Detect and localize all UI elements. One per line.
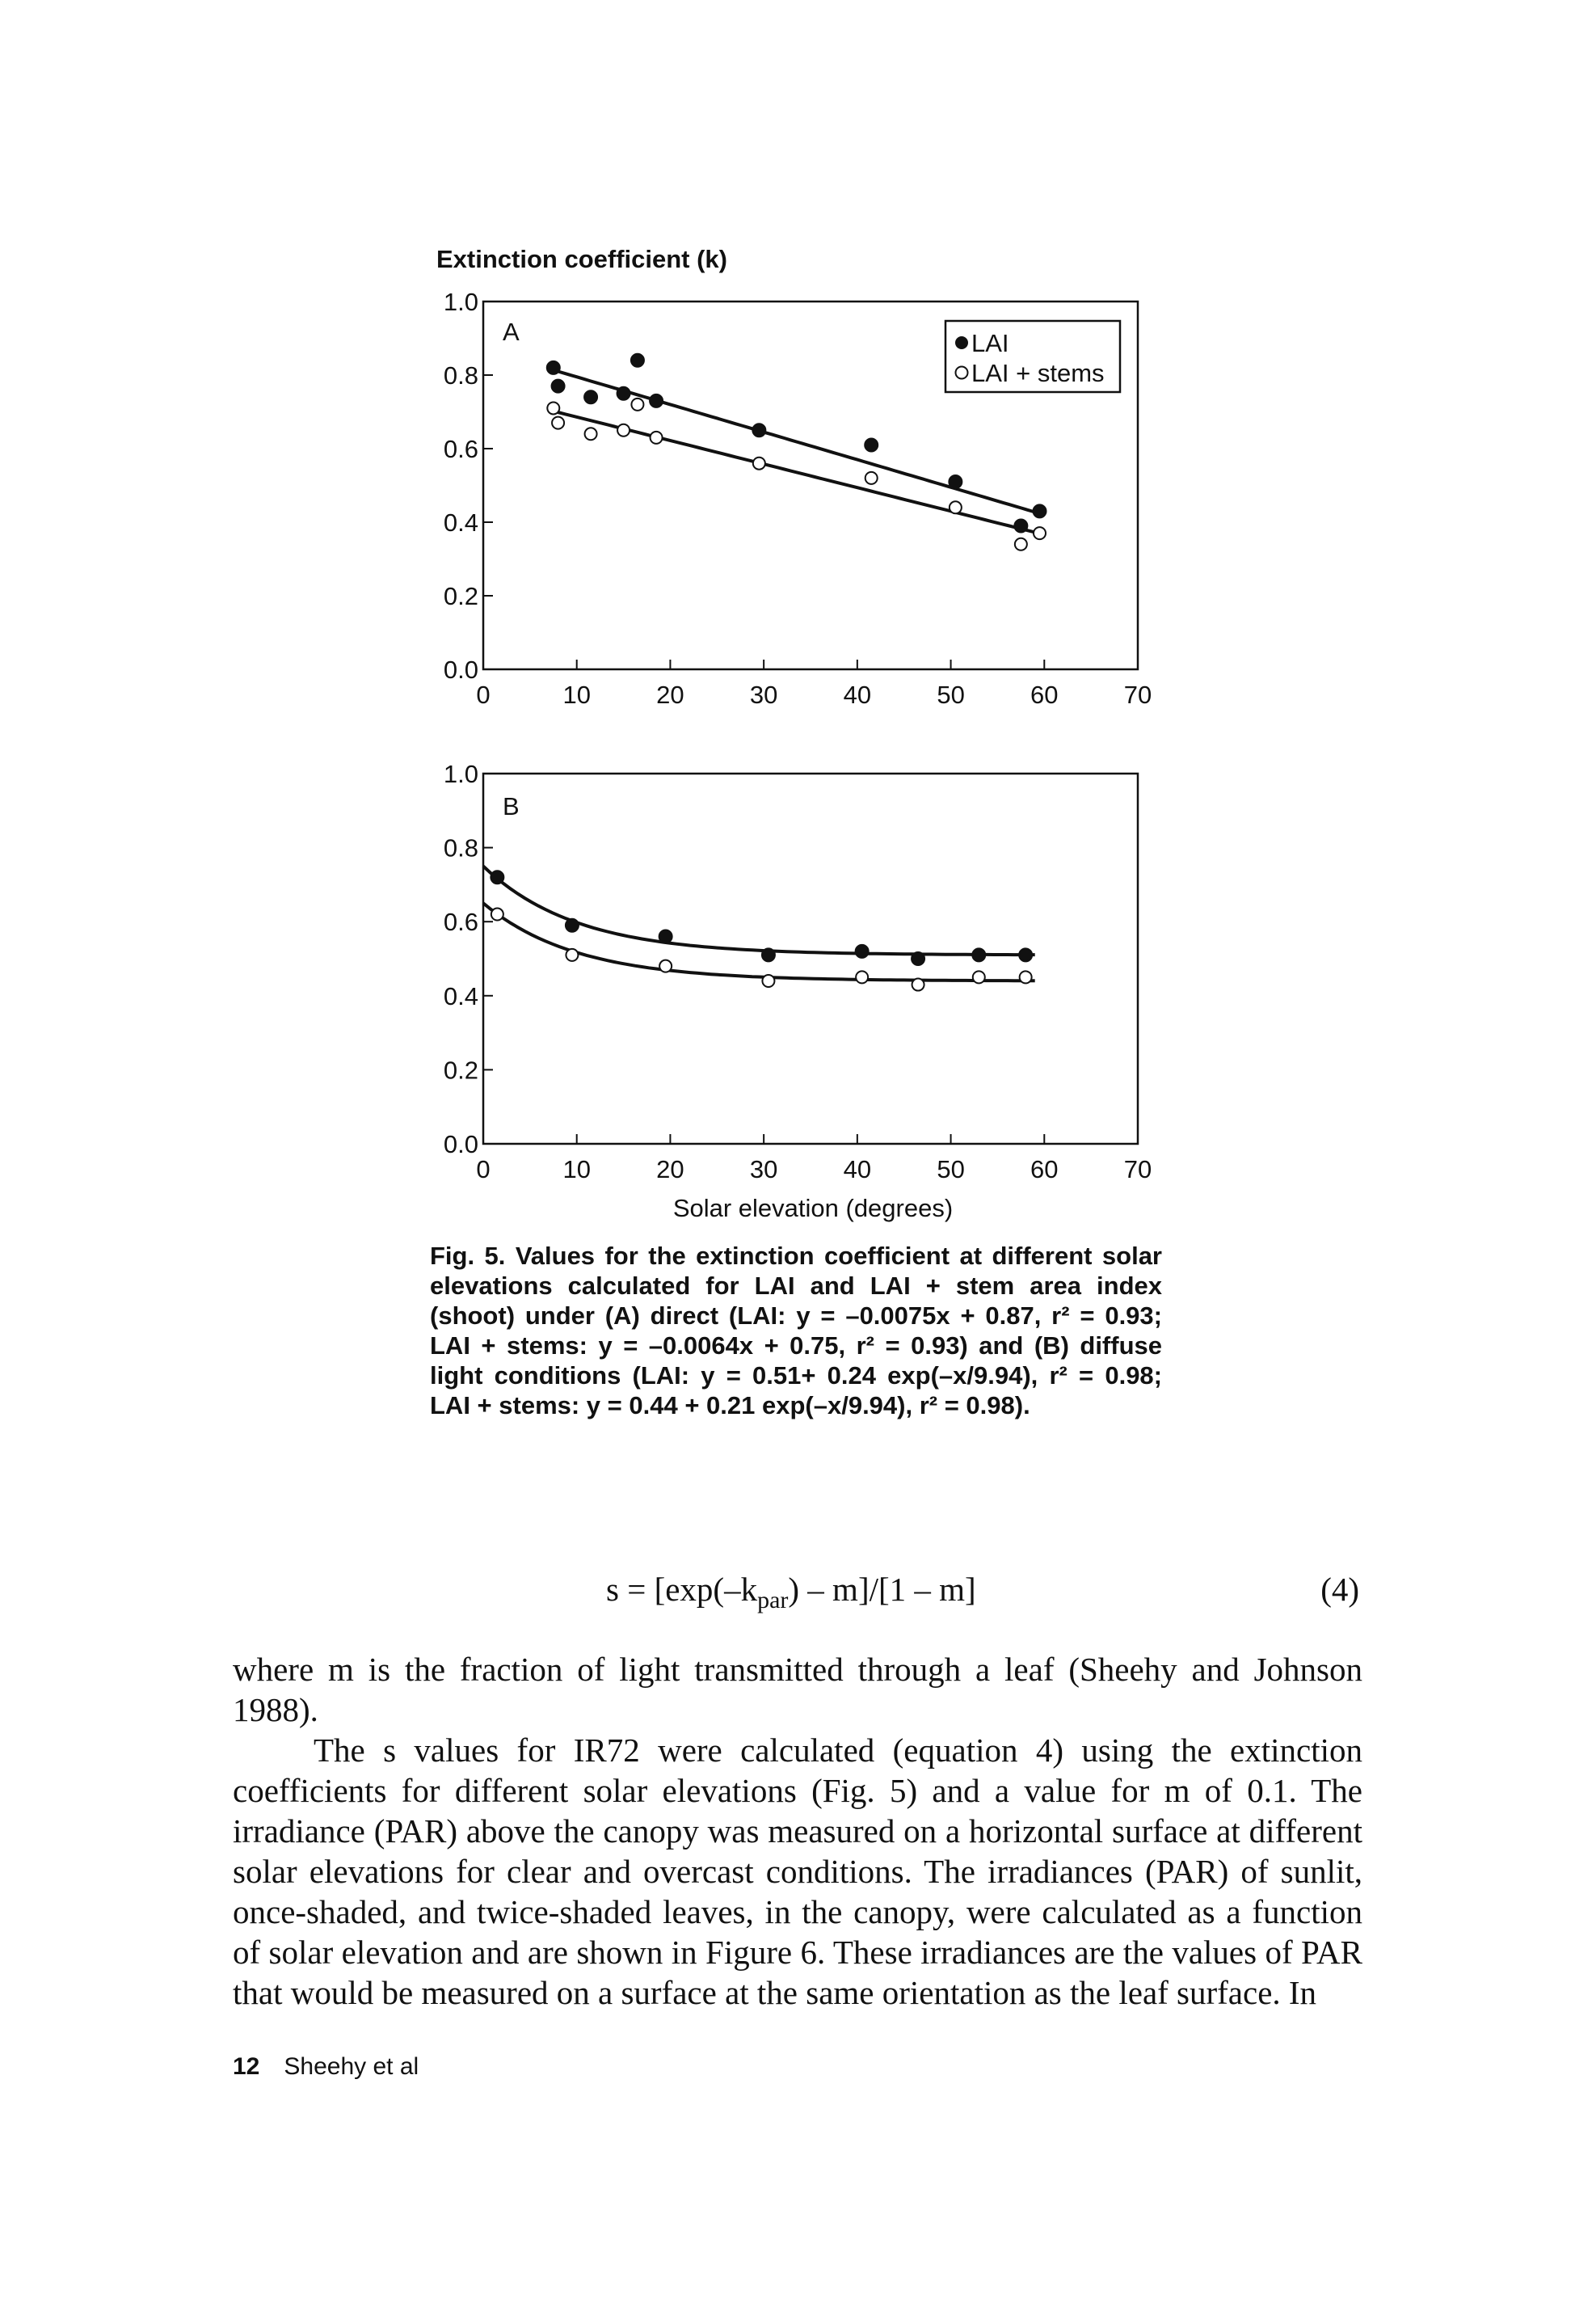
panel-b-x-tick-label: 60: [1030, 1155, 1059, 1183]
legend-lai-label: LAI: [971, 329, 1009, 357]
panel-b-x-tick-label: 20: [656, 1155, 684, 1183]
panel-b-lai-stems-point: [762, 975, 774, 987]
panel-a-x-tick-label: 30: [749, 681, 778, 709]
panel-a-lai-stems-point: [552, 417, 564, 429]
panel-b-lai-stems-point: [856, 971, 868, 983]
panel-b-lai-stems-point: [659, 960, 672, 972]
panel-a-lai-point: [584, 390, 597, 403]
panel-a-lai-point: [552, 380, 565, 393]
panel-b-fit-line: [483, 867, 1035, 955]
panel-a-y-tick-label: 0.8: [443, 361, 478, 390]
panel-b-lai-point: [491, 871, 503, 884]
panel-a-chart: [444, 288, 1152, 709]
panel-b-y-tick-label: 0.8: [443, 833, 478, 863]
page-footer: [233, 2053, 419, 2081]
panel-b-label: B: [503, 792, 520, 820]
panel-b-y-tick-label: 0.6: [443, 908, 478, 937]
panel-b-lai-point: [856, 945, 869, 958]
panel-b-x-tick-label: 70: [1123, 1155, 1152, 1183]
panel-a-lai-stems-point: [865, 472, 878, 484]
panel-a-x-tick-label: 50: [937, 681, 965, 709]
paragraph: The s values for IR72 were calculated (equation 4) using the extinction coefficients for different solar elevations (Fig. 5) and a value for m of 0.1. The irradiance (PAR) above the canopy was measured on a horizontal surface at different solar elevations for clear and overcast conditions. The irradiances (PAR) of sunlit, once-shaded, and twice-shaded leaves, in the canopy, were calculated as a function of solar elevation and are shown in Figure 6. These irradiances are the values of PAR that would be measured on a surface at the same orientation as the leaf surface. In: [233, 1731, 1362, 2011]
panel-b-x-tick-label: 30: [749, 1155, 778, 1183]
panel-a-lai-stems-point: [585, 428, 597, 440]
panel-a-y-tick-label: 0.2: [443, 582, 478, 610]
panel-a-y-tick-label: 0.4: [443, 508, 478, 537]
paragraph: where m is the fraction of light transmitted through a leaf (Sheehy and Johnson 1988).: [233, 1651, 1362, 1728]
panel-b-lai-point: [659, 930, 672, 943]
panel-b-x-tick-label: 0: [476, 1155, 491, 1183]
panel-a-x-tick-label: 70: [1123, 681, 1152, 709]
panel-a-lai-stems-point: [753, 458, 765, 470]
panel-b-y-tick-label: 0.0: [443, 1130, 478, 1158]
x-axis-title: Solar elevation (degrees): [672, 1194, 954, 1222]
legend-lai-stems-marker: [956, 367, 968, 379]
panel-a-lai-point: [547, 361, 560, 374]
panel-a-lai-stems-point: [651, 432, 663, 444]
panel-a-lai-point: [865, 438, 878, 451]
panel-a-x-tick-label: 10: [562, 681, 591, 709]
panel-b-y-tick-label: 0.2: [443, 1056, 478, 1085]
panel-a-lai-stems-point: [1015, 538, 1027, 550]
panel-a-y-tick-label: 1.0: [443, 288, 478, 316]
panel-a-lai-stems-point: [547, 402, 559, 414]
panel-a-lai-stems-point: [631, 399, 643, 411]
panel-b-lai-point: [566, 919, 579, 932]
panel-a-y-tick-label: 0.0: [443, 656, 478, 684]
panel-b-lai-point: [972, 948, 985, 961]
panel-a-lai-stems-point: [1034, 527, 1046, 539]
panel-a-label: A: [503, 318, 520, 346]
panel-b-x-tick-label: 40: [843, 1155, 872, 1183]
equation-rhs: ) – m]/[1 – m]: [788, 1571, 976, 1608]
panel-a-x-tick-label: 20: [656, 681, 684, 709]
panel-b-frame: [483, 774, 1138, 1144]
panel-b-lai-point: [912, 952, 924, 965]
panel-a-lai-stems-point: [617, 424, 630, 437]
panel-a-lai-point: [949, 475, 962, 488]
page-number: 12: [233, 2053, 260, 2080]
equation-number: (4): [1320, 1571, 1359, 1608]
running-head: Sheehy et al: [284, 2053, 419, 2080]
panel-a-lai-point: [1034, 504, 1046, 517]
panel-a-lai-point: [1014, 520, 1027, 533]
panel-a-x-tick-label: 0: [476, 681, 491, 709]
body-text: [233, 1649, 1362, 2013]
panel-b-y-tick-label: 0.4: [443, 981, 478, 1010]
panel-b-x-tick-label: 10: [562, 1155, 591, 1183]
legend-lai-marker: [955, 336, 968, 349]
panel-b-lai-point: [1019, 948, 1032, 961]
panel-b-lai-point: [762, 948, 775, 961]
panel-a-lai-point: [650, 394, 663, 407]
panel-a-lai-point: [631, 354, 644, 367]
panel-b-x-tick-label: 50: [937, 1155, 965, 1183]
panel-a-lai-stems-point: [950, 501, 962, 513]
panel-b-chart: [444, 760, 1152, 1183]
panel-a-lai-point: [752, 424, 765, 437]
equation-subscript: par: [757, 1587, 789, 1614]
panel-a-x-tick-label: 60: [1030, 681, 1059, 709]
panel-a-x-tick-label: 40: [843, 681, 872, 709]
panel-a-lai-point: [617, 387, 630, 400]
panel-b-lai-stems-point: [912, 979, 924, 991]
panel-b-lai-stems-point: [1020, 971, 1032, 983]
equation-lhs: s = [exp(–k: [606, 1571, 758, 1608]
panel-a-y-tick-label: 0.6: [443, 435, 478, 463]
panel-b-lai-stems-point: [566, 949, 578, 961]
panel-b-lai-stems-point: [491, 909, 503, 921]
panel-b-y-tick-label: 1.0: [443, 760, 478, 788]
legend-lai-stems-label: LAI + stems: [971, 359, 1105, 387]
y-axis-title: Extinction coefficient (k): [436, 245, 727, 273]
panel-b-lai-stems-point: [973, 971, 985, 983]
equation-4: [606, 1570, 976, 1614]
panel-b-fit-line: [483, 903, 1035, 981]
legend: [945, 321, 1120, 392]
figure-caption: Fig. 5. Values for the extinction coefficient at different solar elevations calculated for LAI and LAI + stem area index (shoot) under (A) direct (LAI: y = –0.0075x + 0.87, r² = 0.93; LAI + stems: y = –0.0064x + 0.75, r² = 0.93) and (B) diffuse light conditions (LAI: y = 0.51+ 0.24 exp(–x/9.94), r² = 0.98; LAI + stems: y = 0.44 + 0.21 exp(–x/9.94), r² = 0.98).: [430, 1242, 1162, 1419]
